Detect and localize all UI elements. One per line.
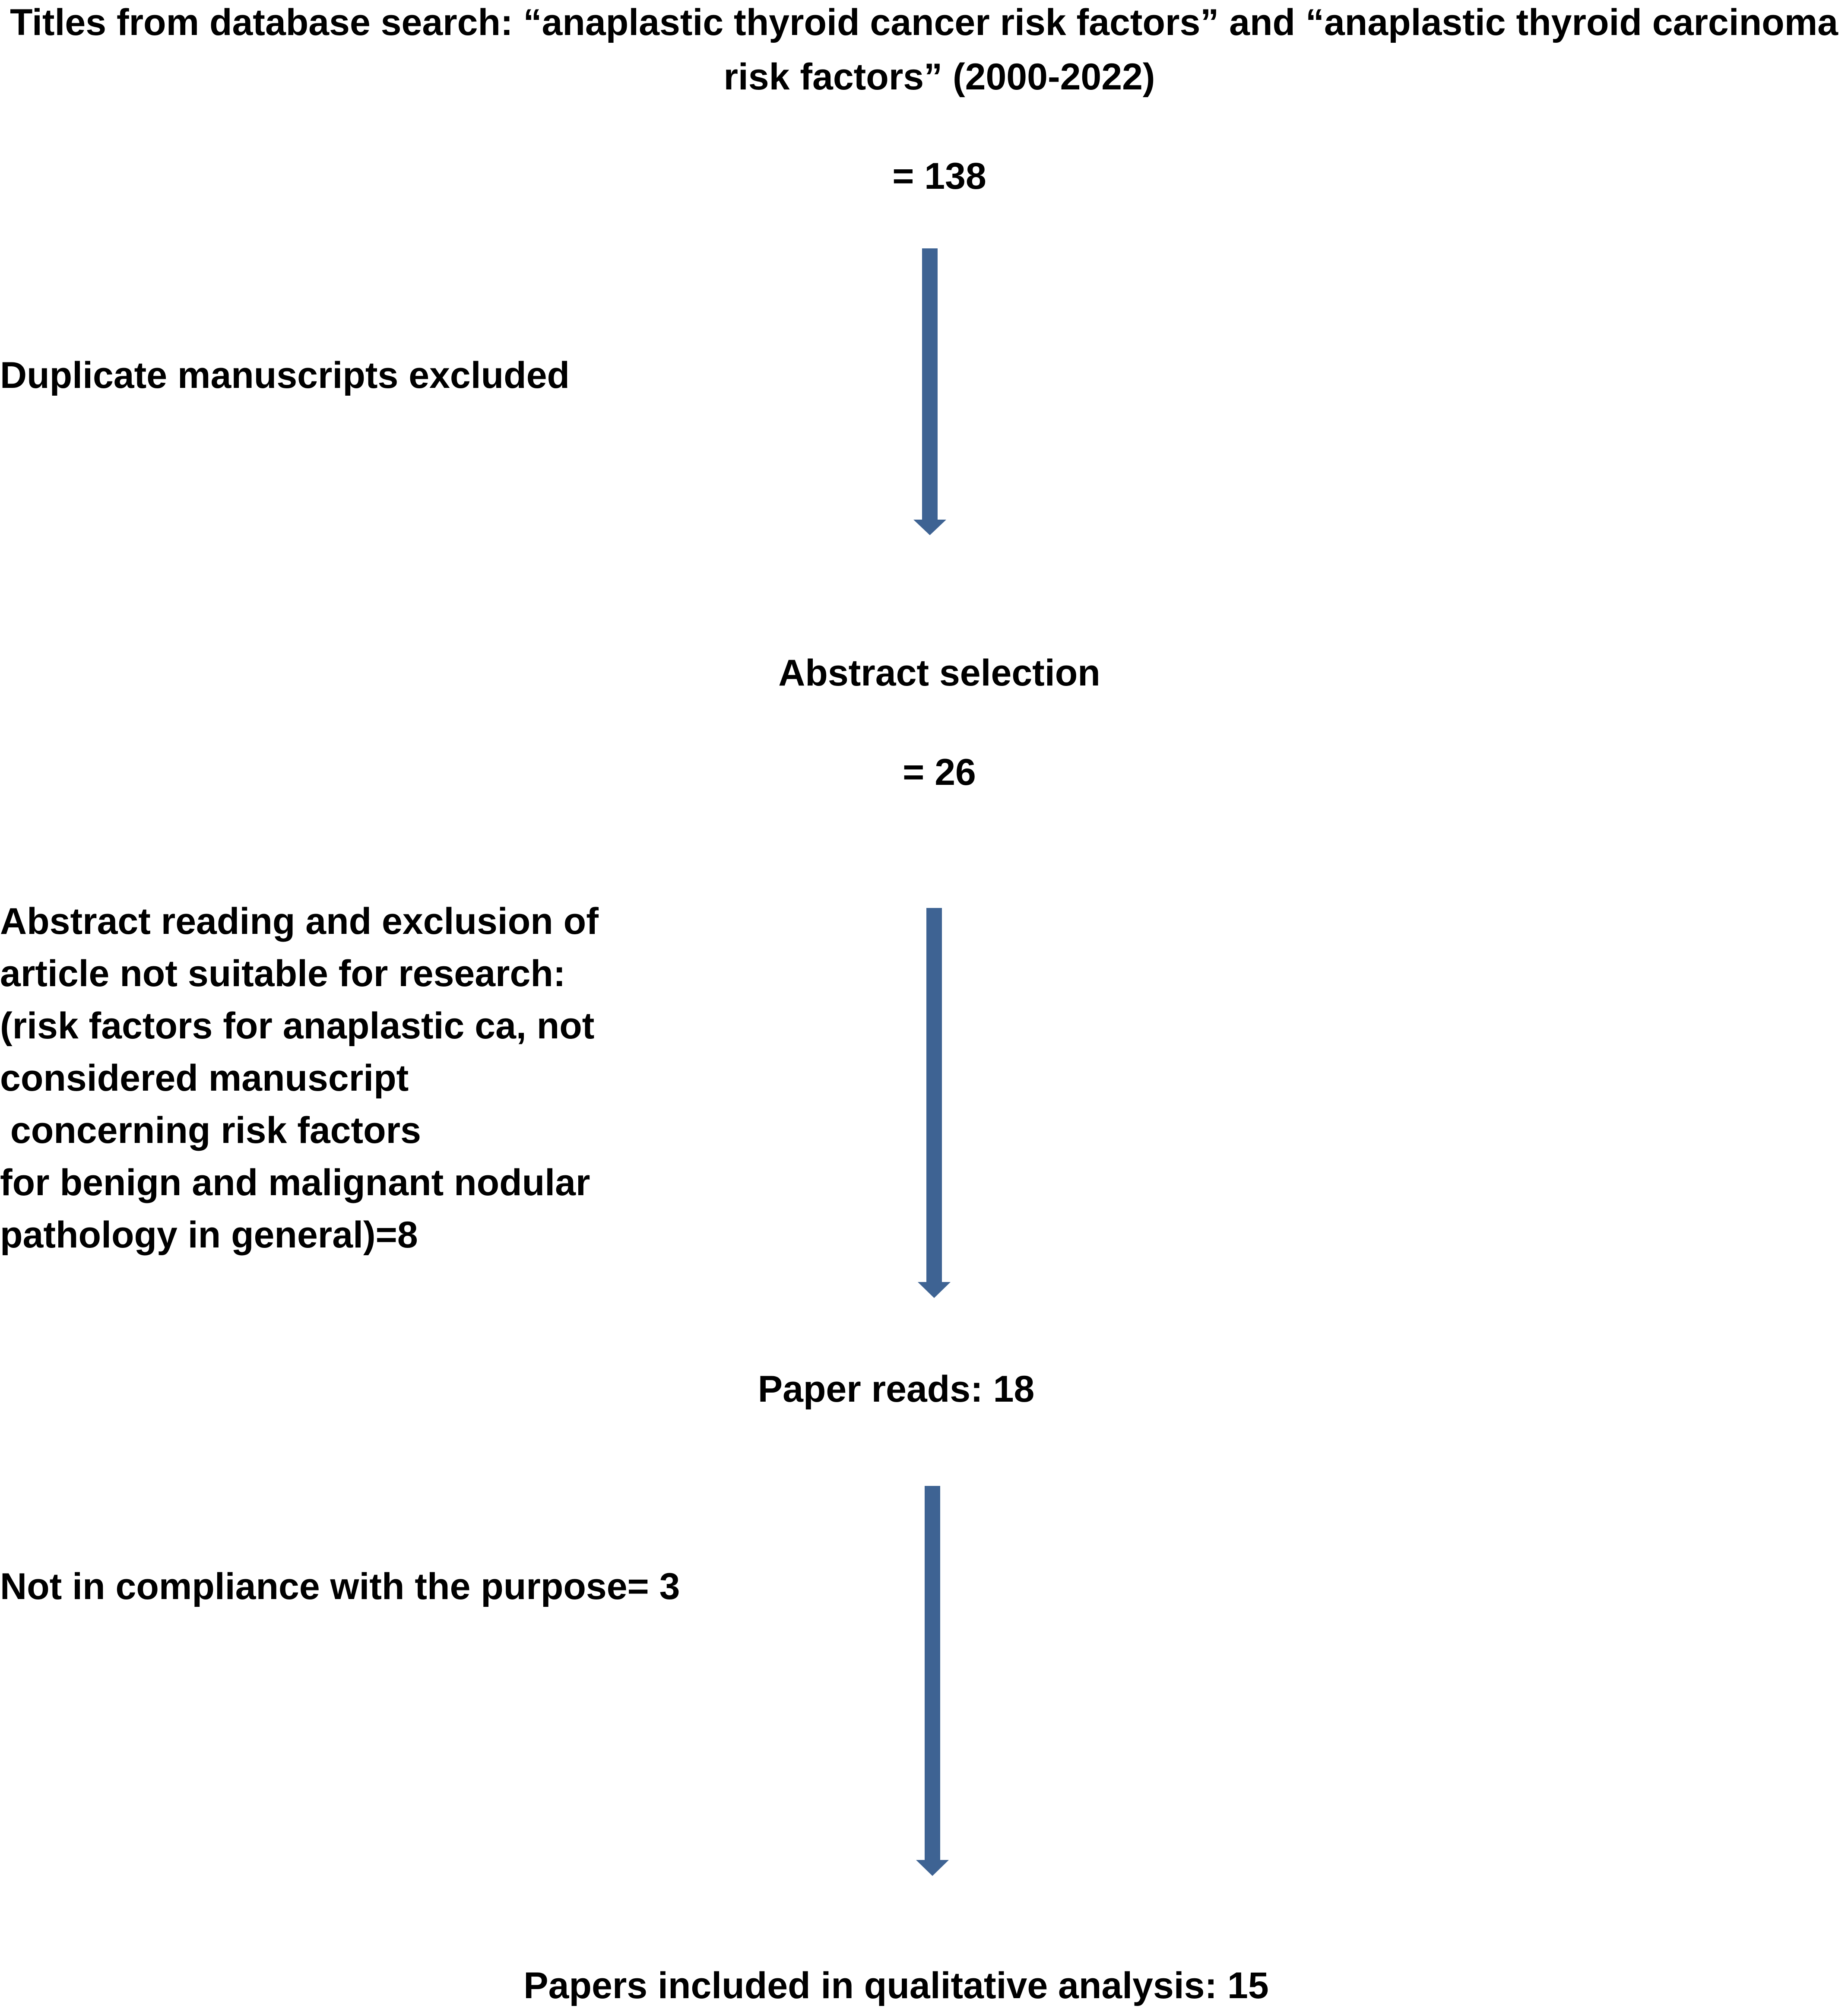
exclusion-line: considered manuscript bbox=[0, 1057, 409, 1099]
exclusion-line: concerning risk factors bbox=[0, 1110, 421, 1151]
exclusion-line: (risk factors for anaplastic ca, not bbox=[0, 1005, 595, 1047]
down-arrow-icon bbox=[916, 1486, 951, 1877]
search-title-line-1: Titles from database search: “anaplastic thyroid cancer risk factors” and “anaplastic thyroid carcinoma bbox=[10, 2, 1838, 43]
exclusion-line: article not suitable for research: bbox=[0, 953, 566, 994]
exclusion-line: pathology in general)=8 bbox=[0, 1214, 418, 1256]
not-compliant-label: Not in compliance with the purpose= 3 bbox=[0, 1566, 680, 1607]
duplicates-excluded-label: Duplicate manuscripts excluded bbox=[0, 355, 570, 396]
abstract-count: = 26 bbox=[903, 752, 976, 793]
down-arrow-icon bbox=[918, 908, 952, 1299]
paper-reads-label: Paper reads: 18 bbox=[758, 1368, 1035, 1410]
exclusion-line: for benign and malignant nodular bbox=[0, 1162, 590, 1203]
exclusion-line: Abstract reading and exclusion of bbox=[0, 901, 599, 942]
abstract-selection-label: Abstract selection bbox=[778, 652, 1100, 694]
search-title-line-2: risk factors” (2000-2022) bbox=[723, 56, 1155, 98]
down-arrow-icon bbox=[913, 248, 948, 536]
papers-included-label: Papers included in qualitative analysis: 15 bbox=[523, 1965, 1269, 2006]
search-count: = 138 bbox=[892, 156, 986, 197]
